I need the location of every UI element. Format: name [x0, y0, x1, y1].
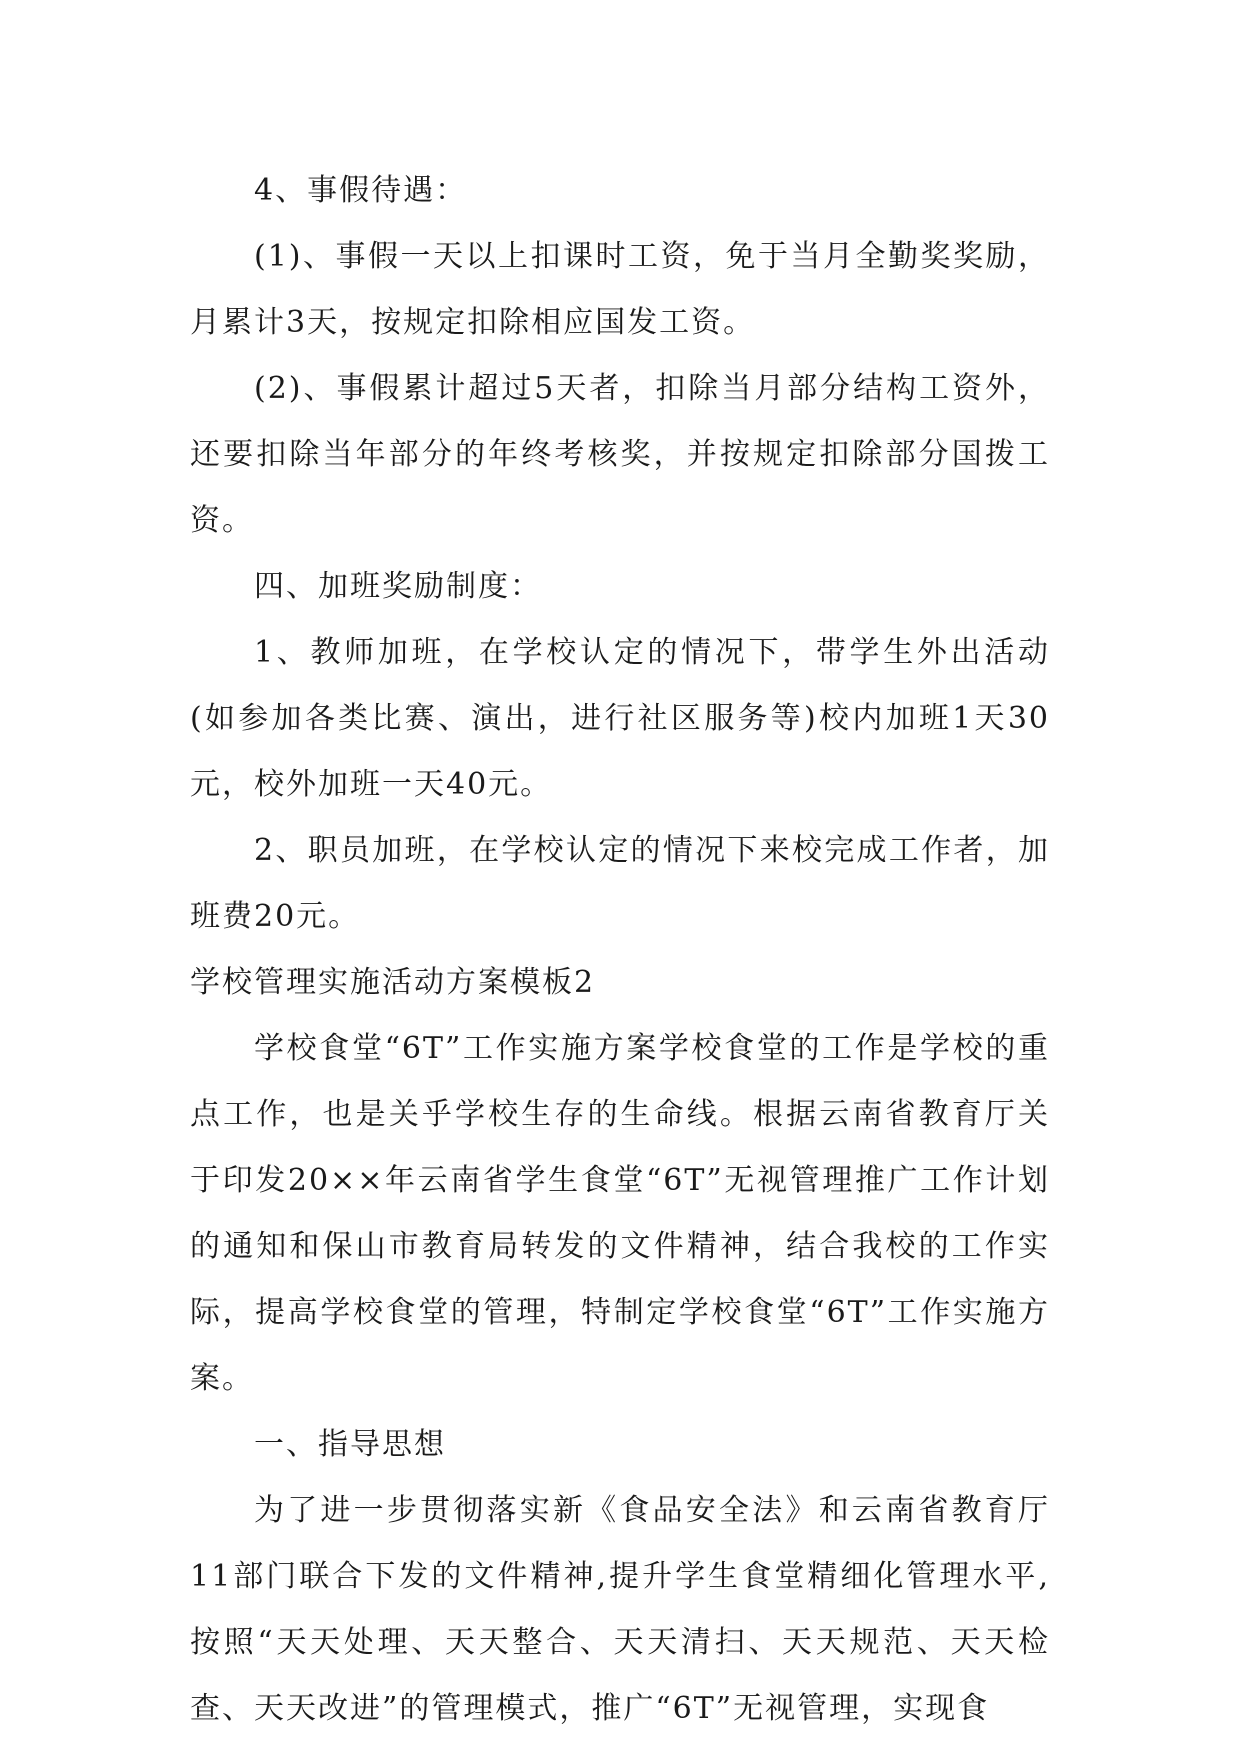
- paragraph-overtime-title: 四、加班奖励制度：: [254, 569, 542, 604]
- section-heading-template-2: 学校管理实施活动方案模板2: [190, 965, 596, 1000]
- document-body: [190, 158, 1050, 1742]
- paragraph-personal-leave-title: 4、事假待遇：: [254, 173, 468, 208]
- paragraph-teacher-overtime: 1、教师加班，在学校认定的情况下，带学生外出活动(如参加各类比赛、演出，进行社区服务等)校内加班1天30元，校外加班一天40元。: [190, 635, 1050, 802]
- paragraph-guiding-ideology-body: 为了进一步贯彻落实新《食品安全法》和云南省教育厅11部门联合下发的文件精神,提升学生食堂精细化管理水平,按照“天天处理、天天整合、天天清扫、天天规范、天天检查、天天改进”的管理模式，推广“6T”无视管理，实现食: [190, 1493, 1050, 1726]
- paragraph-personal-leave-rule-2: (2)、事假累计超过5天者，扣除当月部分结构工资外，还要扣除当年部分的年终考核奖，并按规定扣除部分国拨工资。: [190, 371, 1050, 538]
- paragraph-canteen-intro: 学校食堂“6T”工作实施方案学校食堂的工作是学校的重点工作，也是关乎学校生存的生命线。根据云南省教育厅关于印发20××年云南省学生食堂“6T”无视管理推广工作计划的通知和保山市教育局转发的文件精神，结合我校的工作实际，提高学校食堂的管理，特制定学校食堂“6T”工作实施方案。: [190, 1031, 1050, 1396]
- paragraph-personal-leave-rule-1: (1)、事假一天以上扣课时工资，免于当月全勤奖奖励，月累计3天，按规定扣除相应国发工资。: [190, 239, 1050, 340]
- paragraph-guiding-ideology-title: 一、指导思想: [254, 1427, 446, 1462]
- paragraph-staff-overtime: 2、职员加班，在学校认定的情况下来校完成工作者，加班费20元。: [190, 833, 1050, 934]
